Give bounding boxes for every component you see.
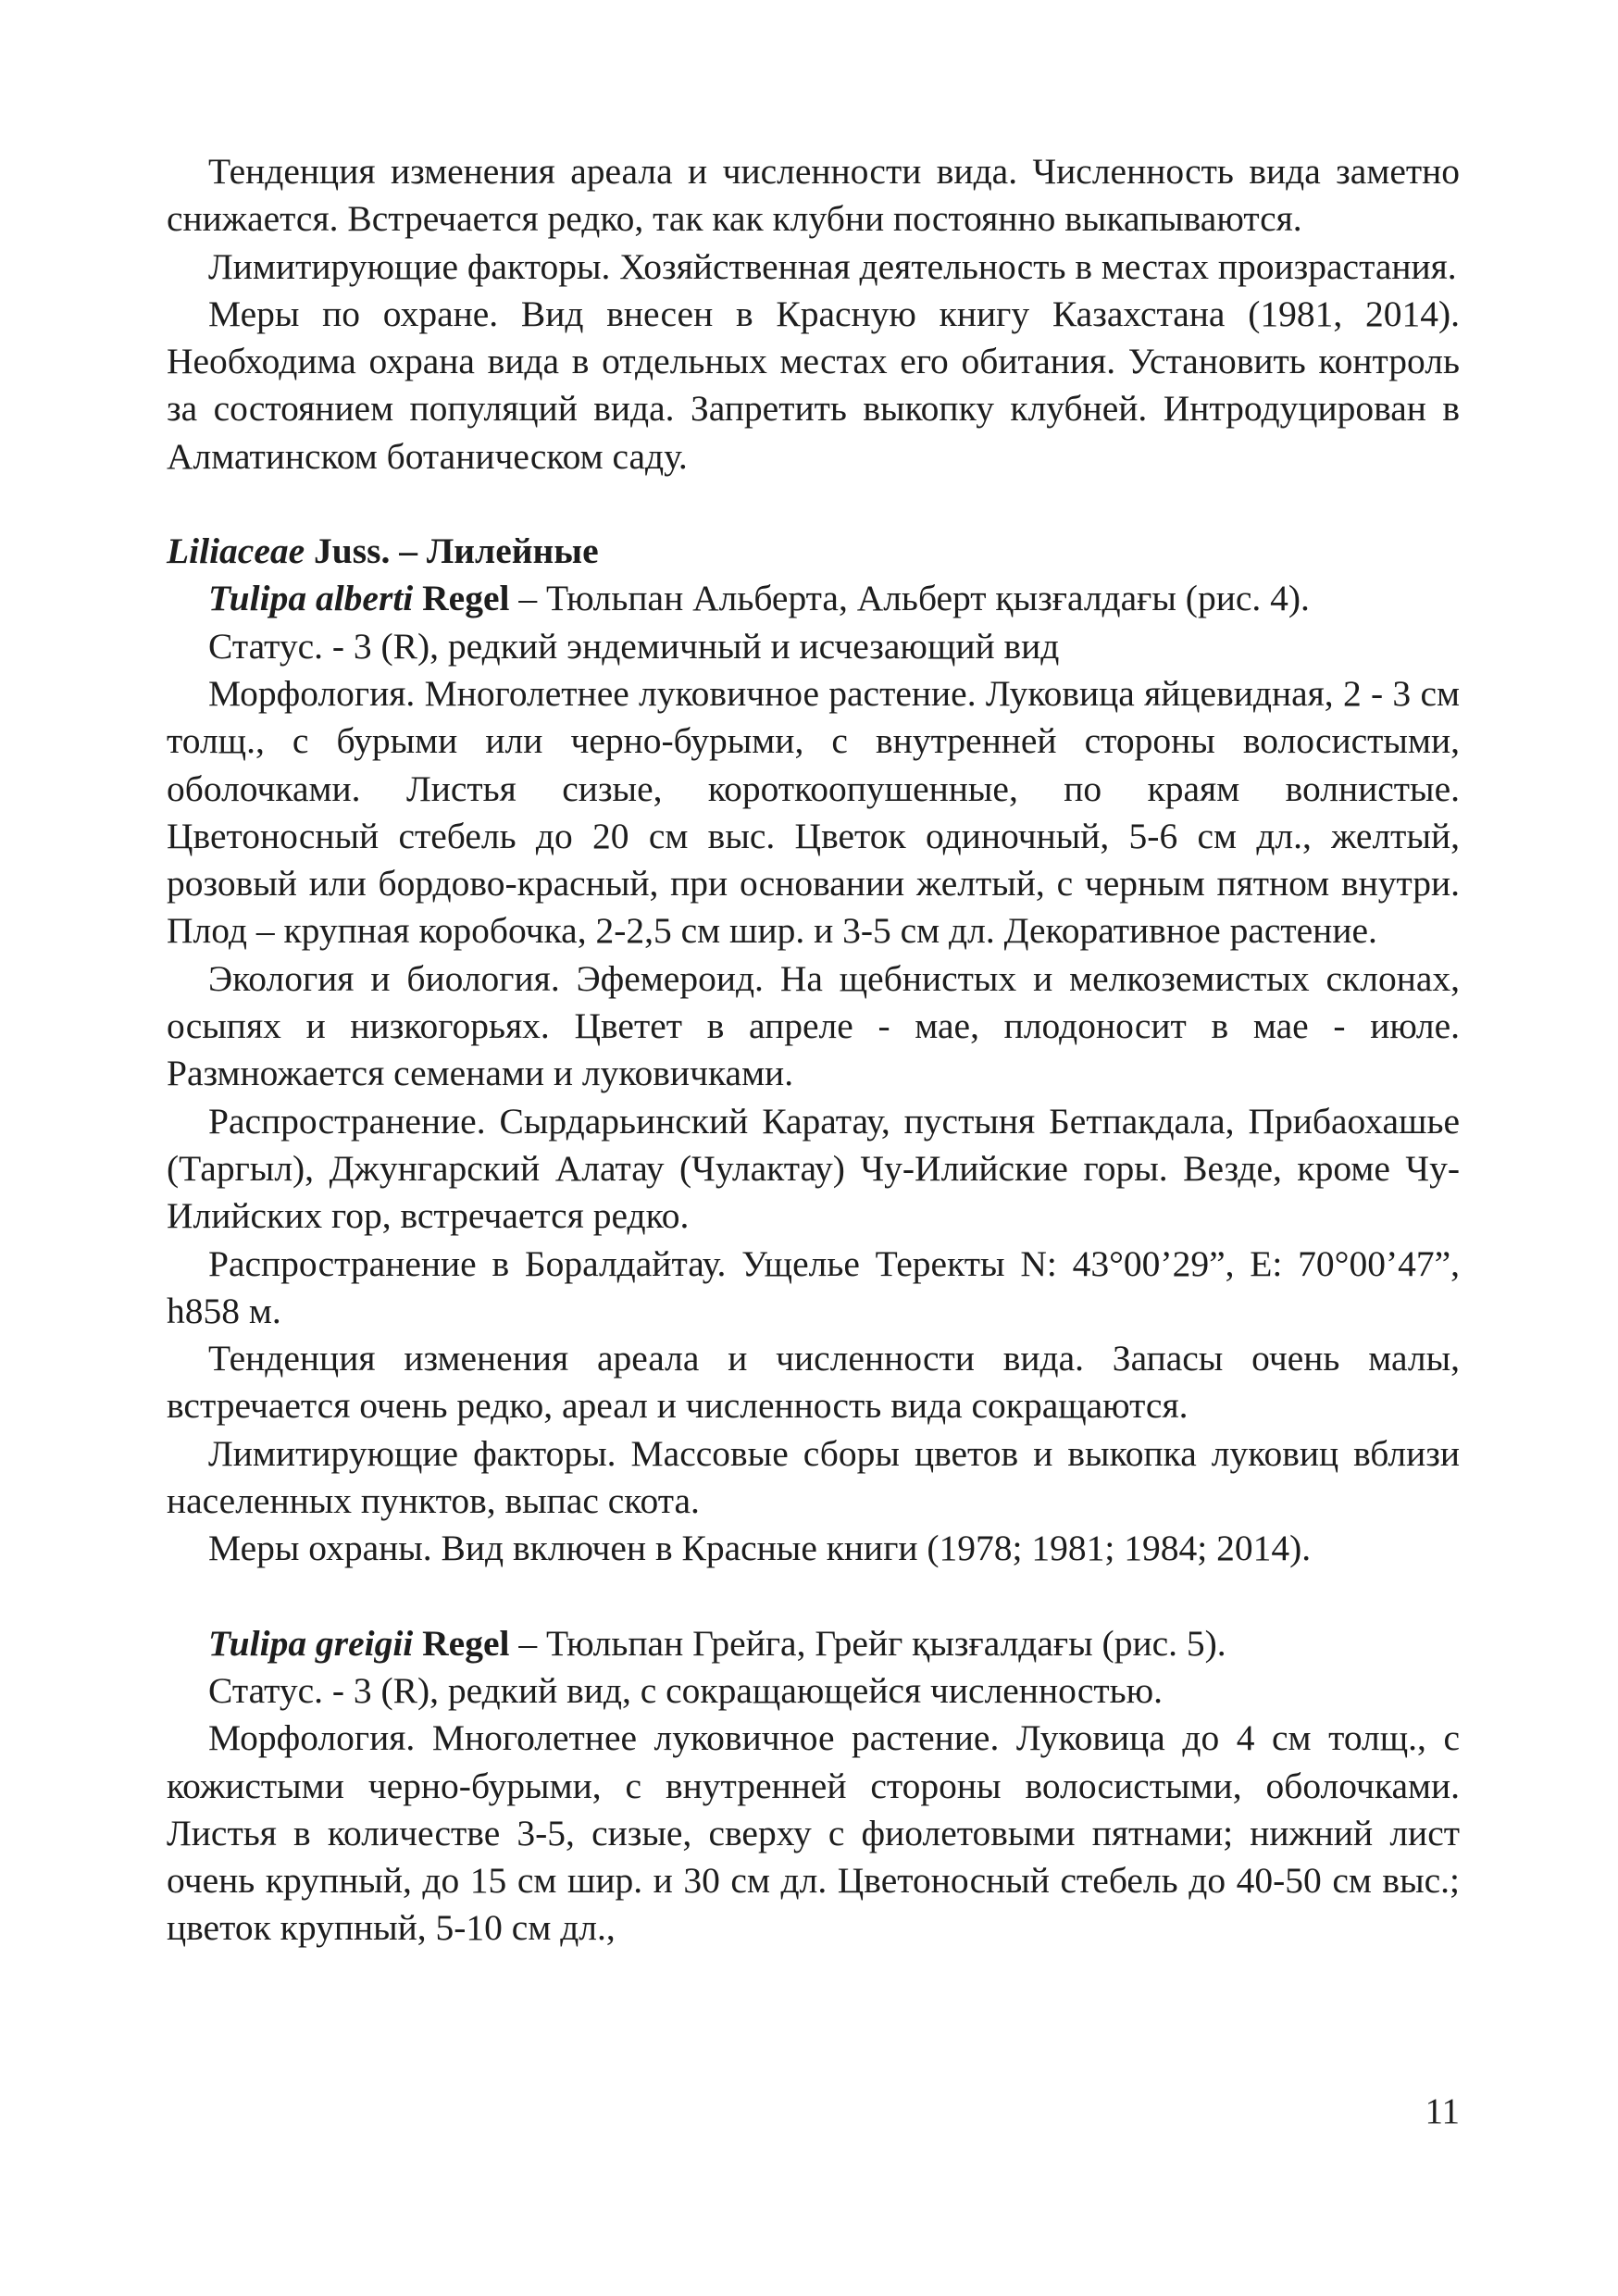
paragraph-trend: Тенденция изменения ареала и численности вида. Запасы очень малы, встречается очень редко, ареал и численность вида сокращаются. — [167, 1338, 1460, 1427]
paragraph-trend-prev: Тенденция изменения ареала и численности вида. Численность вида заметно снижается. Встречается редко, так как клубни постоянно выкапываются. — [167, 151, 1460, 240]
page-number: 11 — [1425, 2091, 1460, 2131]
species-common-names: – Тюльпан Альберта, Альберт қызғалдағы (рис. 4). — [509, 578, 1310, 619]
paragraph-morphology: Морфология. Многолетнее луковичное растение. Луковица яйцевидная, 2 - 3 см толщ., с бурыми или черно-бурыми, с внутренней стороны волосистыми, оболочками. Листья сизые, короткоопушенные, по краям волнистые. Цветоносный стебель до 20 см выс. Цветок одиночный, 5-6 см дл., желтый, розовый или бордово-красный, при основании желтый, с черным пятном внутри. Плод – крупная коробочка, 2-2,5 см шир. и 3-5 см дл. Декоративное растение. — [167, 672, 1460, 952]
paragraph-morphology: Морфология. Многолетнее луковичное растение. Луковица до 4 см толщ., с кожистыми черно-бурыми, с внутренней стороны волосистыми, оболочками. Листья в количестве 3-5, сизые, сверху с фиолетовыми пятнами; нижний лист очень крупный, до 15 см шир. и 30 см дл. Цветоносный стебель до 40-50 см выс.; цветок крупный, 5-10 см дл., — [167, 1717, 1460, 1949]
species-title-tulipa-greigii — [167, 1620, 1460, 1667]
species-author: Regel — [413, 578, 510, 619]
paragraph-protection-prev: Меры по охране. Вид внесен в Красную книгу Казахстана (1981, 2014). Необходима охрана вида в отдельных местах его обитания. Установить контроль за состоянием популяций вида. Запретить выкопку клубней. Интродуцирован в Алматинском ботаническом саду. — [167, 293, 1460, 477]
family-heading — [167, 528, 1460, 575]
paragraph-limiting-prev: Лимитирующие факторы. Хозяйственная деятельность в местах произрастания. — [208, 245, 1457, 287]
paragraph-limiting: Лимитирующие факторы. Массовые сборы цветов и выкопка луковиц вблизи населенных пунктов, выпас скота. — [167, 1432, 1460, 1522]
paragraph-ecology: Экология и биология. Эфемероид. На щебнистых и мелкоземистых склонах, осыпях и низкогорьях. Цветет в апреле - мае, плодоносит в мае - июле. Размножается семенами и луковичками. — [167, 957, 1460, 1094]
paragraph-status: Статус. - 3 (R), редкий эндемичный и исчезающий вид — [208, 625, 1060, 667]
paragraph-status: Статус. - 3 (R), редкий вид, с сокращающейся численностью. — [208, 1669, 1164, 1711]
paragraph-protection: Меры охраны. Вид включен в Красные книги (1978; 1981; 1984; 2014). — [208, 1528, 1312, 1569]
family-latin-name: Liliaceae — [167, 530, 305, 572]
section-gap — [167, 1573, 1460, 1620]
species-author: Regel — [413, 1622, 510, 1664]
species-latin-name: Tulipa alberti — [208, 578, 414, 619]
species-title-tulipa-alberti — [167, 575, 1460, 622]
paragraph-distribution: Распространение. Сырдарьинский Каратау, пустыня Бетпакдала, Прибаохашье (Таргыл), Джунгарский Алатау (Чулактау) Чу-Илийские горы. Везде, кроме Чу-Илийских гор, встречается редко. — [167, 1100, 1460, 1237]
species-latin-name: Tulipa greigii — [208, 1622, 414, 1664]
section-gap — [167, 480, 1460, 528]
family-author: Juss. – Лилейные — [305, 530, 599, 572]
paragraph-distribution-local: Распространение в Боралдайтау. Ущелье Теректы N: 43°00’29”, E: 70°00’47”, h858 м. — [167, 1242, 1460, 1331]
page-body — [167, 148, 1460, 1953]
species-common-names: – Тюльпан Грейга, Грейг қызғалдағы (рис. 5). — [509, 1622, 1226, 1664]
